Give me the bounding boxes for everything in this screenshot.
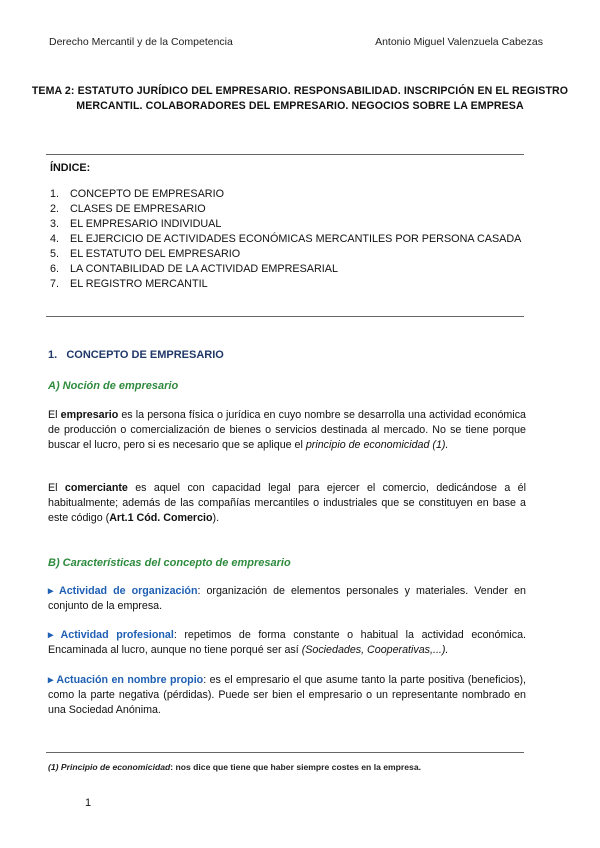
toc-number: 2. xyxy=(50,203,60,215)
bullet-text: : es el empresario el que asume tanto la parte positiva (beneficios), como la parte negativa (pérdidas). Puede ser bien el empresario o un representante nombrado en una Sociedad Anónima. xyxy=(48,674,526,716)
toc-number: 7. xyxy=(50,278,60,290)
toc-item xyxy=(50,187,525,202)
toc-item xyxy=(50,232,525,247)
footnote xyxy=(48,762,421,772)
subsection-heading-b: B) Características del concepto de empresario xyxy=(48,557,291,569)
text-run: El xyxy=(48,409,61,421)
bullet-label: ▸ Actuación en nombre propio xyxy=(48,674,204,686)
toc-text: EL REGISTRO MERCANTIL xyxy=(70,278,208,290)
toc-item xyxy=(50,217,525,232)
text-run: es la persona física o jurídica en cuyo nombre se desarrolla una actividad económica de producción o comercialización de bienes o servicios destinada al mercado. No se tiene porque buscar el lucro, pero si es necesario que se aplique el xyxy=(48,409,526,451)
legal-reference: Art.1 Cód. Comercio xyxy=(109,512,213,524)
bullet-text: : organización de elementos personales y materiales. Vender en conjunto de la empresa. xyxy=(48,585,526,612)
table-of-contents xyxy=(50,187,525,292)
divider xyxy=(46,316,524,317)
toc-number: 6. xyxy=(50,263,60,275)
text-run: El xyxy=(48,482,65,494)
footnote-divider xyxy=(46,752,524,753)
toc-number: 5. xyxy=(50,248,60,260)
bullet-item xyxy=(48,673,526,718)
paragraph-comerciante xyxy=(48,481,526,526)
bullet-item xyxy=(48,628,526,658)
toc-item xyxy=(50,262,525,277)
footnote-ref: (1) Principio de economicidad xyxy=(48,762,171,772)
toc-text: LA CONTABILIDAD DE LA ACTIVIDAD EMPRESARIAL xyxy=(70,263,339,275)
toc-text: EL EJERCICIO DE ACTIVIDADES ECONÓMICAS MERCANTILES POR PERSONA CASADA xyxy=(70,233,522,245)
toc-number: 4. xyxy=(50,233,60,245)
toc-text: CLASES DE EMPRESARIO xyxy=(70,203,206,215)
footnote-reference: principio de economicidad (1). xyxy=(305,439,449,451)
header-author: Antonio Miguel Valenzuela Cabezas xyxy=(375,36,543,48)
page-number: 1 xyxy=(85,797,92,809)
header-course-title: Derecho Mercantil y de la Competencia xyxy=(49,36,233,48)
toc-item xyxy=(50,247,525,262)
bullet-label: ▸ Actividad de organización xyxy=(48,585,198,597)
footnote-text: : nos dice que tiene que haber siempre costes en la empresa. xyxy=(170,762,421,772)
section-heading: 1. CONCEPTO DE EMPRESARIO xyxy=(48,349,224,361)
toc-text: EL EMPRESARIO INDIVIDUAL xyxy=(70,218,222,230)
bullet-label: ▸ Actividad profesional xyxy=(48,629,174,641)
bullet-item xyxy=(48,584,526,614)
toc-number: 3. xyxy=(50,218,60,230)
document-title: TEMA 2: ESTATUTO JURÍDICO DEL EMPRESARIO. RESPONSABILIDAD. INSCRIPCIÓN EN EL REGISTRO MERCANTIL. COLABORADORES DEL EMPRESARIO. NEGOCIOS SOBRE LA EMPRESA xyxy=(31,85,569,112)
toc-text: CONCEPTO DE EMPRESARIO xyxy=(70,188,224,200)
bullet-italic: (Sociedades, Cooperativas,...). xyxy=(301,644,449,656)
text-run: ). xyxy=(212,512,220,524)
term-empresario: empresario xyxy=(60,409,119,421)
paragraph-empresario xyxy=(48,408,526,453)
toc-item xyxy=(50,277,525,292)
divider xyxy=(46,154,524,155)
toc-item xyxy=(50,202,525,217)
index-heading: ÍNDICE: xyxy=(50,162,91,174)
term-comerciante: comerciante xyxy=(64,482,128,494)
toc-text: EL ESTATUTO DEL EMPRESARIO xyxy=(70,248,241,260)
subsection-heading-a: A) Noción de empresario xyxy=(48,380,179,392)
toc-number: 1. xyxy=(50,188,60,200)
text-run: es aquel con capacidad legal para ejercer el comercio, dedicándose a él habitualmente; además de las compañías mercantiles o industriales que se constituyen en base a este código ( xyxy=(48,482,526,524)
bullet-text: : repetimos de forma constante o habitual la actividad económica. Encaminada al lucro, aunque no tiene porqué ser así xyxy=(48,629,526,656)
